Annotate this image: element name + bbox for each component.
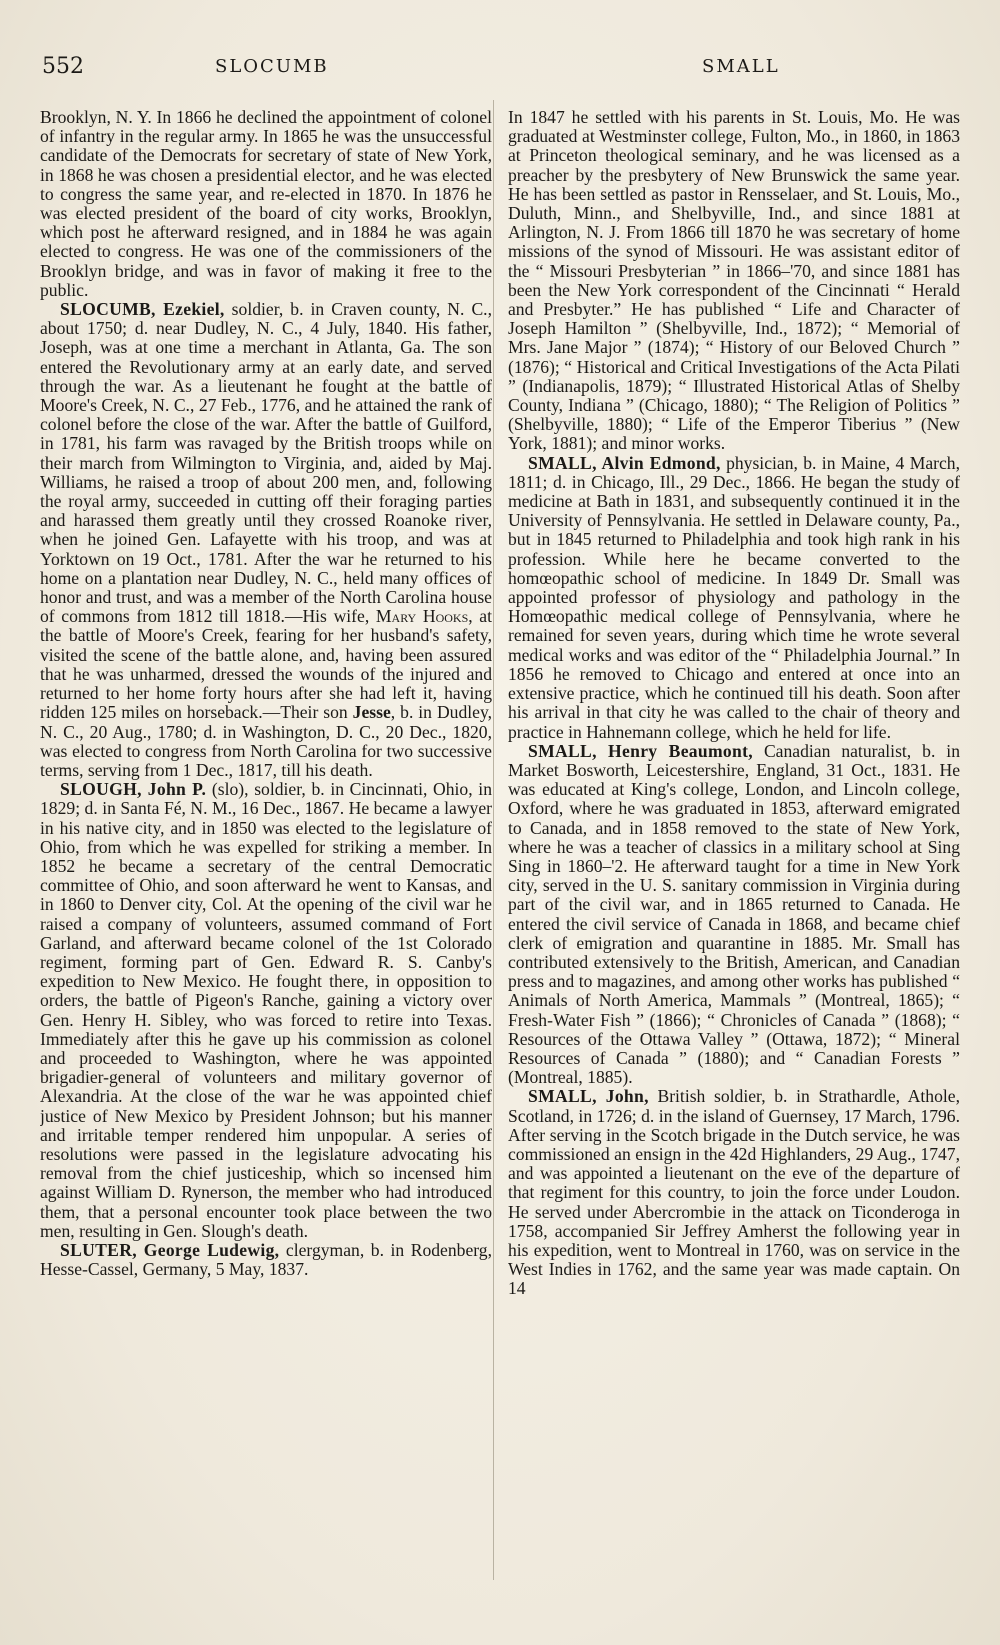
entry-text: , at the battle of Moore's Creek, fearing for her husband's safety, visited the scene of the battle alone, and, having been assured that he was unharmed, dressed the wounds of the injured and returned to her home forty hours after she had left it, having ridden 125 miles on horseback.—Their son xyxy=(40,606,492,723)
page-header xyxy=(0,54,1000,84)
entry-headword: SLUTER, George Ludewig, xyxy=(60,1239,280,1260)
entry-text: clergyman, b. in Rodenberg, Hesse-Cassel, Germany, 5 May, 1837. xyxy=(40,1239,492,1280)
running-head-right: SMALL xyxy=(702,56,780,77)
son-name: Jesse xyxy=(352,702,391,723)
wife-name: Mary Hooks xyxy=(375,606,469,627)
entry-headword: SMALL, Henry Beaumont, xyxy=(528,740,753,761)
entry-slocumb xyxy=(40,300,492,780)
entry-text: physician, b. in Maine, 4 March, 1811; d. in Chicago, Ill., 29 Dec., 1866. He began the study of medicine at Bath in 1831, and subsequently continued it in the University of Pennsylvania. He settled in Delaware county, Pa., but in 1845 returned to Philadelphia and took high rank in his profession. While here he became converted to the homœopathic school of medicine. In 1849 Dr. Small was appointed professor of physiology and pathology in the Homœopathic medical college of Pennsylvania, where he remained for seven years, during which time he wrote several medical works and was editor of the “ Philadelphia Journal.” In 1856 he removed to Chicago and entered at once into an extensive practice, which he continued till his death. Soon after his arrival in that city he was called to the chair of theory and practice in Hahnemann college, which he held for life. xyxy=(508,452,960,742)
entry-headword: SMALL, John, xyxy=(528,1086,649,1107)
entry-sluter xyxy=(40,1241,492,1279)
left-column xyxy=(40,108,492,1588)
entry-headword: SLOCUMB, Ezekiel, xyxy=(60,299,225,320)
entry-text: Canadian naturalist, b. in Market Bosworth, Leicestershire, England, 31 Oct., 1831. He was educated at King's college, London, and Lincoln college, Oxford, where he was graduated in 1853, afterward emigrated to Canada, and in 1858 removed to the state of New York, where he was a teacher of classics in a military school at Sing Sing in 1860–'2. He afterward taught for a time in New York city, served in the U. S. sanitary commission in Virginia during part of the civil war, and in 1865 returned to Canada. He entered the civil service of Canada in 1868, and became chief clerk of emigration and quarantine in 1885. Mr. Small has contributed extensively to the British, American, and Canadian press and to magazines, and among other works has published “ Animals of North America, Mammals ” (Montreal, 1865); “ Fresh-Water Fish ” (1866); “ Chronicles of Canada ” (1868); “ Resources of the Ottawa Valley ” (Ottawa, 1872); “ Mineral Resources of Canada ” (1880); and “ Canadian Forests ” (Montreal, 1885). xyxy=(508,740,960,1088)
entry-text: soldier, b. in Craven county, N. C., about 1750; d. near Dudley, N. C., 4 July, 1840. His father, Joseph, was at one time a merchant in Atlanta, Ga. The son entered the Revolutionary army at an early date, and served through the war. As a lieutenant he fought at the battle of Moore's Creek, N. C., 27 Feb., 1776, and he attained the rank of colonel before the close of the war. After the battle of Guilford, in 1781, his farm was ravaged by the British troops while on their march from Wilmington to Virginia, and, aided by Maj. Williams, he raised a troop of about 200 men, and, following the royal army, succeeded in cutting off their foraging parties and harassed them greatly until they crossed Roanoke river, when he joined Gen. Lafayette with his troop, and was at Yorktown on 19 Oct., 1781. After the war he returned to his home on a plantation near Dudley, N. C., held many offices of honor and trust, and was a member of the North Carolina house of commons from 1812 till 1818.—His wife, xyxy=(40,299,492,627)
entry-headword: SMALL, Alvin Edmond, xyxy=(528,452,721,473)
column-divider xyxy=(493,100,494,1580)
right-column xyxy=(508,108,960,1588)
continued-entry-text: Brooklyn, N. Y. In 1866 he declined the appointment of colonel of infantry in the regular army. In 1865 he was the unsuccessful candidate of the Democrats for secretary of state of New York, in 1868 he was chosen a presidential elector, and he was elected to congress the same year, and re-elected in 1870. In 1876 he was elected president of the board of city works, Brooklyn, which post he afterward resigned, and in 1884 he was again elected to congress. He was one of the commissioners of the Brooklyn bridge, and was in favor of making it free to the public. xyxy=(40,108,492,300)
entry-small-alvin xyxy=(508,454,960,742)
entry-text: British soldier, b. in Strathardle, Athole, Scotland, in 1726; d. in the island of Guernsey, 17 March, 1796. After serving in the Scotch brigade in the Dutch service, he was commissioned an ensign in the 42d Highlanders, 29 Aug., 1747, and was appointed a lieutenant on the eve of the departure of that regiment for this country, to join the force under Loudon. He served under Abercrombie in the attack on Ticonderoga in 1758, accompanied Sir Jeffrey Amherst the following year in his expedition, went to Montreal in 1760, was on service in the West Indies in 1762, and the same year was made captain. On 14 xyxy=(508,1086,960,1299)
entry-small-henry xyxy=(508,742,960,1088)
page-number: 552 xyxy=(42,54,84,79)
entry-small-john xyxy=(508,1087,960,1298)
entry-slough xyxy=(40,780,492,1241)
running-head-left: SLOCUMB xyxy=(215,56,329,77)
entry-text: , b. in Dudley, N. C., 20 Aug., 1780; d. in Washington, D. C., 20 Dec., 1820, was elected to congress from North Carolina for two successive terms, serving from 1 Dec., 1817, till his death. xyxy=(40,702,492,780)
entry-headword: SLOUGH, John P. xyxy=(60,779,207,800)
entry-text: (slo), soldier, b. in Cincinnati, Ohio, in 1829; d. in Santa Fé, N. M., 16 Dec., 1867. He became a lawyer in his native city, and in 1850 was elected to the legislature of Ohio, from which he was expelled for striking a member. In 1852 he became a secretary of the central Democratic committee of Ohio, and soon afterward he went to Kansas, and in 1860 to Denver city, Col. At the opening of the civil war he raised a company of volunteers, assumed command of Fort Garland, and afterward became colonel of the 1st Colorado regiment, forming part of Gen. Edward R. S. Canby's expedition to New Mexico. He fought there, in opposition to orders, the battle of Pigeon's Ranche, gaining a victory over Gen. Henry H. Sibley, who was forced to retire into Texas. Immediately after this he gave up his commission as colonel and proceeded to Washington, where he was appointed brigadier-general of volunteers and military governor of Alexandria. At the close of the war he was appointed chief justice of New Mexico by President Johnson; but his manner and irritable temper rendered him unpopular. A series of resolutions were passed in the legislature advocating his removal from the chief justiceship, which so incensed him against William D. Rynerson, the member who had introduced them, that a personal encounter took place between the two men, resulting in Gen. Slough's death. xyxy=(40,779,492,1241)
continued-entry-text: In 1847 he settled with his parents in St. Louis, Mo. He was graduated at Westminster college, Fulton, Mo., in 1860, in 1863 at Princeton theological seminary, and he was licensed as a preacher by the presbytery of New Brunswick the same year. He has been settled as pastor in Rensselaer, and St. Louis, Mo., Duluth, Minn., and Shelbyville, Ind., and since 1881 at Arlington, N. J. From 1866 till 1870 he was secretary of home missions of the synod of Missouri. He was assistant editor of the “ Missouri Presbyterian ” in 1866–'70, and since 1881 has been the New York correspondent of the Cincinnati “ Herald and Presbyter.” He has published “ Life and Character of Joseph Hamilton ” (Shelbyville, Ind., 1872); “ Memorial of Mrs. Jane Major ” (1874); “ History of our Beloved Church ” (1876); “ Historical and Critical Investigations of the Acta Pilati ” (Indianapolis, 1879); “ Illustrated Historical Atlas of Shelby County, Indiana ” (Chicago, 1880); “ The Religion of Politics ” (Shelbyville, 1880); “ Life of the Emperor Tiberius ” (New York, 1881); and minor works. xyxy=(508,108,960,454)
